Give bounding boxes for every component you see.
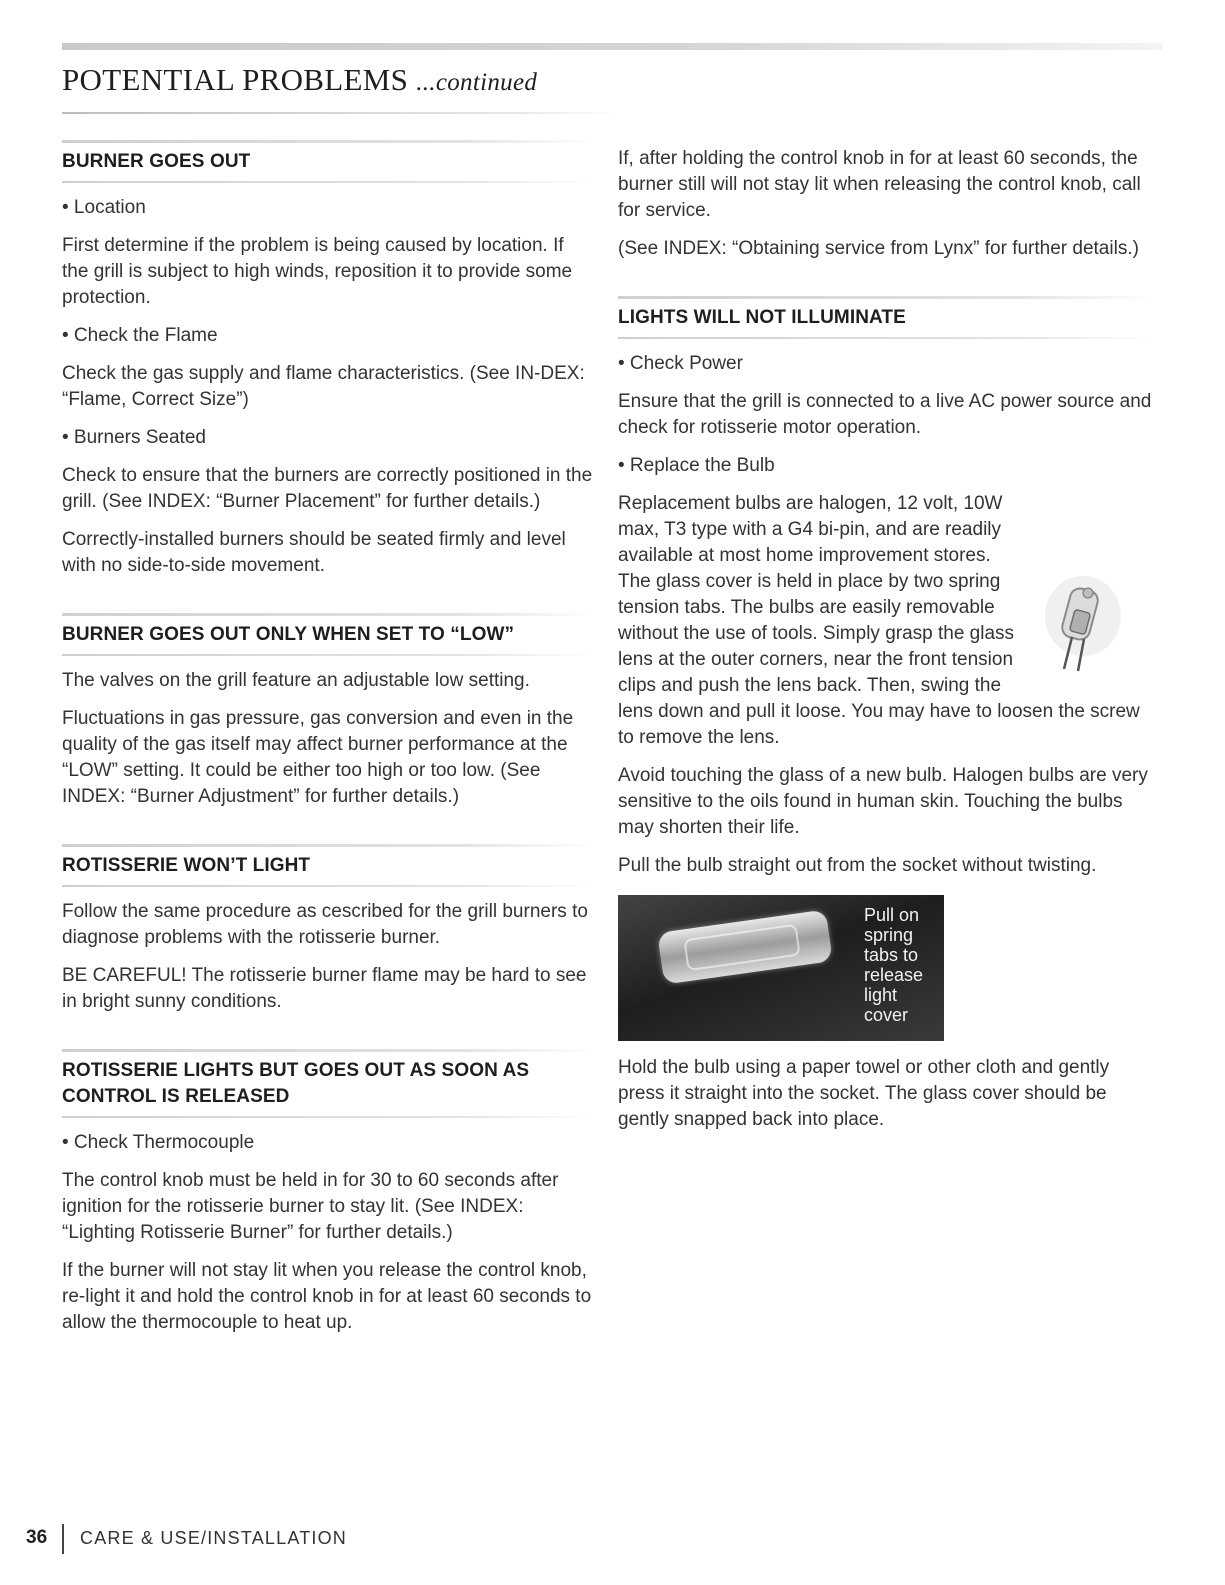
paragraph: Follow the same procedure as cescribed for the grill burners to diagnose problems with the rotisserie burner. [62, 901, 588, 948]
paragraph: First determine if the problem is being caused by location. If the grill is subject to high winds, reposition it to provide some protection. [62, 235, 573, 308]
paragraph: Ensure that the grill is connected to a live AC power source and check for rotisserie motor operation. [618, 391, 1152, 438]
paragraph: Avoid touching the glass of a new bulb. Halogen bulbs are very sensitive to the oils found in human skin. Touching the bulbs may shorten their life. [618, 765, 1148, 838]
paragraph: If the burner will not stay lit when you release the control knob, re-light it and hold the control knob in for at least 60 seconds to allow the thermocouple to heat up. [62, 1260, 592, 1333]
section-rule [62, 613, 594, 616]
paragraph: Pull the bulb straight out from the socket without twisting. [618, 855, 1097, 876]
right-column [618, 146, 1154, 1133]
light-cover-photo [618, 895, 944, 1041]
section-title: BURNER GOES OUT [62, 151, 251, 172]
bullet-check-flame: • Check the Flame [62, 325, 218, 346]
section-rule [62, 1116, 594, 1118]
section-title: BURNER GOES OUT ONLY WHEN SET TO “LOW” [62, 624, 515, 645]
paragraph: Hold the bulb using a paper towel or other cloth and gently press it straight into the socket. The glass cover should be gently snapped back into place. [618, 1057, 1110, 1130]
section-rotisserie-goes-out [62, 1049, 594, 1336]
section-rule [618, 296, 1154, 299]
section-rule [618, 337, 1154, 339]
section-burner-goes-out [62, 140, 594, 579]
page-title-text: POTENTIAL PROBLEMS [62, 62, 409, 97]
page-title [62, 62, 537, 98]
section-rule [62, 654, 594, 656]
footer-section-label: CARE & USE/INSTALLATION [80, 1528, 347, 1548]
bullet-location: • Location [62, 197, 146, 218]
paragraph: BE CAREFUL! The rotisserie burner flame may be hard to see in bright sunny conditions. [62, 965, 587, 1012]
photo-caption: Pull on spring tabs to release light cover [864, 905, 924, 1025]
section-title: ROTISSERIE LIGHTS BUT GOES OUT AS SOON AS CONTROL IS RELEASED [62, 1060, 530, 1107]
glass-lens-image [657, 909, 833, 984]
paragraph: Check the gas supply and flame characteristics. (See IN-DEX: “Flame, Correct Size”) [62, 363, 585, 410]
page-number: 36 [26, 1527, 48, 1548]
section-rule [62, 1049, 594, 1052]
left-column [62, 140, 594, 1336]
section-rule [62, 181, 594, 183]
footer-divider [62, 1524, 64, 1554]
bulb-instructions-text: Replacement bulbs are halogen, 12 volt, 10W max, T3 type with a G4 bi-pin, and are readily available at most home improvement stores. The glass cover is held in place by two spring tension tabs. The bulbs are easily removable without the use of tools. Simply grasp the glass lens at the outer corners, near the front tension clips and push the lens back. Then, swing the lens down and pull it loose. You may have to loosen the screw to remove the lens. [618, 493, 1140, 748]
paragraph: The valves on the grill feature an adjustable low setting. [62, 670, 530, 691]
paragraph: If, after holding the control knob in for at least 60 seconds, the burner still will not stay lit when releasing the control knob, call for service. [618, 148, 1141, 221]
section-rule [62, 140, 594, 143]
paragraph: Check to ensure that the burners are correctly positioned in the grill. (See INDEX: “Burner Placement” for further details.) [62, 465, 593, 512]
halogen-bulb-icon [1028, 571, 1148, 681]
bullet-check-power: • Check Power [618, 353, 743, 374]
title-divider [62, 112, 622, 114]
section-rule [62, 844, 594, 847]
paragraph: (See INDEX: “Obtaining service from Lynx” for further details.) [618, 238, 1139, 259]
top-decorative-bar [62, 43, 1162, 50]
paragraph: Fluctuations in gas pressure, gas conversion and even in the quality of the gas itself may affect burner performance at the “LOW” setting. It could be either too high or too low. (See INDEX: “Burner Adjustment” for further details.) [62, 708, 574, 807]
paragraph: The control knob must be held in for 30 to 60 seconds after ignition for the rotisserie burner to stay lit. (See INDEX: “Lighting Rotisserie Burner” for further details.) [62, 1170, 559, 1243]
bullet-replace-bulb: • Replace the Bulb [618, 455, 775, 476]
section-rule [62, 885, 594, 887]
section-lights-will-not-illuminate [618, 296, 1154, 1133]
section-title: LIGHTS WILL NOT ILLUMINATE [618, 307, 906, 328]
section-title: ROTISSERIE WON’T LIGHT [62, 855, 311, 876]
bullet-check-thermocouple: • Check Thermocouple [62, 1132, 255, 1153]
bullet-burners-seated: • Burners Seated [62, 427, 206, 448]
page-title-suffix: ...continued [416, 69, 538, 96]
section-burner-goes-out-low [62, 613, 594, 810]
section-rotisserie-wont-light [62, 844, 594, 1015]
paragraph-with-bulb [618, 491, 1154, 751]
paragraph: Correctly-installed burners should be seated firmly and level with no side-to-side movement. [62, 529, 566, 576]
